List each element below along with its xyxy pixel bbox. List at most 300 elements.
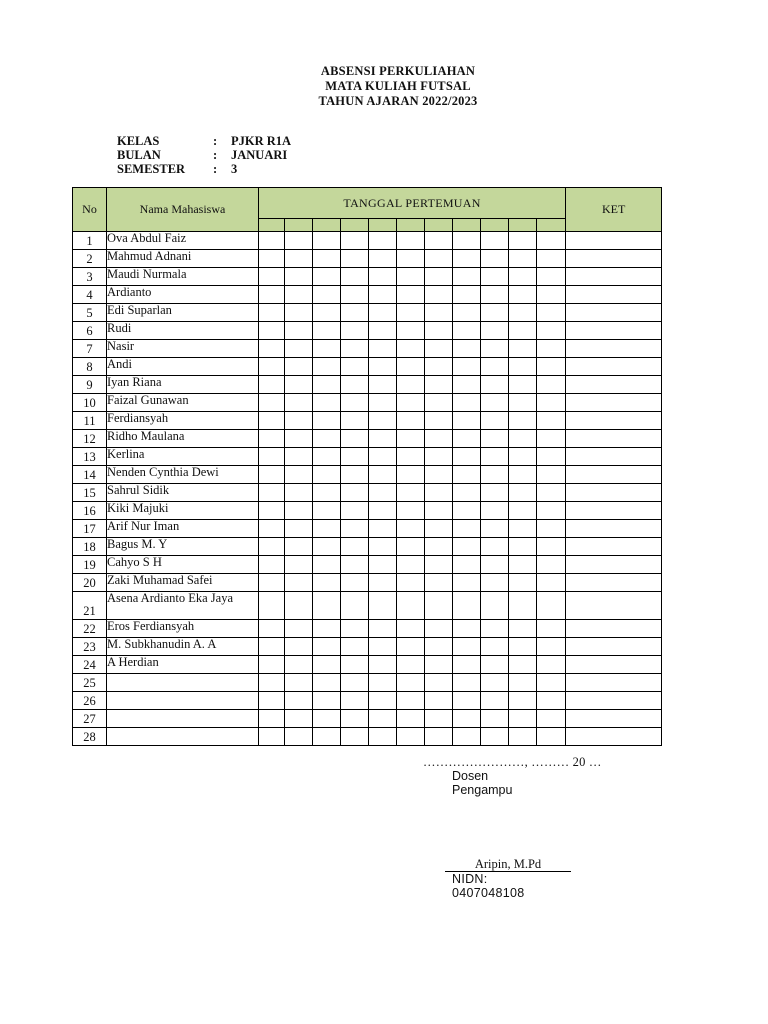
attendance-cell xyxy=(369,656,397,674)
attendance-cell xyxy=(425,268,453,286)
row-number: 24 xyxy=(73,656,107,674)
attendance-cell xyxy=(481,592,509,620)
attendance-cell xyxy=(341,430,369,448)
attendance-cell xyxy=(341,710,369,728)
attendance-cell xyxy=(537,304,566,322)
attendance-cell xyxy=(369,286,397,304)
attendance-cell xyxy=(481,674,509,692)
attendance-cell xyxy=(453,484,481,502)
ket-cell xyxy=(566,322,662,340)
attendance-cell xyxy=(509,520,537,538)
attendance-cell xyxy=(341,448,369,466)
attendance-cell xyxy=(425,674,453,692)
attendance-cell xyxy=(285,710,313,728)
attendance-cell xyxy=(453,412,481,430)
attendance-cell xyxy=(285,620,313,638)
attendance-cell xyxy=(509,574,537,592)
attendance-cell xyxy=(313,286,341,304)
attendance-cell xyxy=(537,620,566,638)
attendance-cell xyxy=(397,692,425,710)
date-col-header xyxy=(341,219,369,232)
student-name: Cahyo S H xyxy=(107,556,259,574)
attendance-cell xyxy=(537,502,566,520)
attendance-cell xyxy=(425,520,453,538)
attendance-cell xyxy=(259,620,285,638)
student-name xyxy=(107,692,259,710)
attendance-cell xyxy=(397,574,425,592)
table-row xyxy=(73,592,662,620)
attendance-cell xyxy=(425,322,453,340)
ket-cell xyxy=(566,394,662,412)
student-name: Bagus M. Y xyxy=(107,538,259,556)
attendance-cell xyxy=(453,304,481,322)
attendance-cell xyxy=(537,592,566,620)
student-name: Kiki Majuki xyxy=(107,502,259,520)
attendance-cell xyxy=(285,520,313,538)
attendance-cell xyxy=(369,376,397,394)
attendance-cell xyxy=(259,430,285,448)
attendance-cell xyxy=(341,376,369,394)
attendance-cell xyxy=(313,710,341,728)
signer-role: Dosen Pengampu xyxy=(452,769,513,797)
student-name: Mahmud Adnani xyxy=(107,250,259,268)
attendance-cell xyxy=(285,638,313,656)
attendance-cell xyxy=(453,340,481,358)
attendance-cell xyxy=(509,304,537,322)
attendance-cell xyxy=(397,466,425,484)
attendance-cell xyxy=(537,728,566,746)
attendance-cell xyxy=(425,556,453,574)
attendance-cell xyxy=(369,638,397,656)
attendance-cell xyxy=(397,538,425,556)
attendance-cell xyxy=(453,394,481,412)
attendance-cell xyxy=(285,304,313,322)
attendance-cell xyxy=(341,728,369,746)
student-name: Arif Nur Iman xyxy=(107,520,259,538)
attendance-cell xyxy=(425,250,453,268)
attendance-cell xyxy=(285,484,313,502)
attendance-cell xyxy=(285,448,313,466)
attendance-cell xyxy=(509,638,537,656)
row-number: 14 xyxy=(73,466,107,484)
student-name: Zaki Muhamad Safei xyxy=(107,574,259,592)
student-name: Kerlina xyxy=(107,448,259,466)
attendance-cell xyxy=(509,710,537,728)
row-number: 20 xyxy=(73,574,107,592)
ket-cell xyxy=(566,710,662,728)
ket-cell xyxy=(566,692,662,710)
attendance-cell xyxy=(341,692,369,710)
attendance-cell xyxy=(509,250,537,268)
attendance-cell xyxy=(369,448,397,466)
attendance-cell xyxy=(509,538,537,556)
attendance-cell xyxy=(341,394,369,412)
attendance-cell xyxy=(481,502,509,520)
student-name: Ova Abdul Faiz xyxy=(107,232,259,250)
attendance-cell xyxy=(453,692,481,710)
student-name: Edi Suparlan xyxy=(107,304,259,322)
attendance-cell xyxy=(341,340,369,358)
attendance-cell xyxy=(481,638,509,656)
attendance-cell xyxy=(425,728,453,746)
attendance-cell xyxy=(453,574,481,592)
attendance-cell xyxy=(481,430,509,448)
attendance-cell xyxy=(397,394,425,412)
attendance-cell xyxy=(313,556,341,574)
attendance-cell xyxy=(313,620,341,638)
attendance-cell xyxy=(259,466,285,484)
student-name: Nenden Cynthia Dewi xyxy=(107,466,259,484)
attendance-cell xyxy=(259,340,285,358)
table-row xyxy=(73,502,662,520)
attendance-cell xyxy=(259,692,285,710)
table-row xyxy=(73,286,662,304)
row-number: 10 xyxy=(73,394,107,412)
attendance-cell xyxy=(369,268,397,286)
attendance-cell xyxy=(509,656,537,674)
attendance-cell xyxy=(313,304,341,322)
attendance-cell xyxy=(537,466,566,484)
attendance-cell xyxy=(481,250,509,268)
date-col-header xyxy=(425,219,453,232)
attendance-cell xyxy=(481,710,509,728)
attendance-cell xyxy=(259,728,285,746)
row-number: 3 xyxy=(73,268,107,286)
attendance-cell xyxy=(509,448,537,466)
attendance-cell xyxy=(397,232,425,250)
date-col-header xyxy=(481,219,509,232)
attendance-cell xyxy=(397,484,425,502)
table-row xyxy=(73,466,662,484)
attendance-cell xyxy=(425,692,453,710)
attendance-cell xyxy=(341,484,369,502)
student-name: A Herdian xyxy=(107,656,259,674)
attendance-cell xyxy=(453,268,481,286)
attendance-cell xyxy=(259,322,285,340)
attendance-cell xyxy=(509,556,537,574)
attendance-cell xyxy=(537,710,566,728)
attendance-cell xyxy=(425,448,453,466)
attendance-cell xyxy=(397,376,425,394)
attendance-cell xyxy=(425,304,453,322)
attendance-cell xyxy=(453,538,481,556)
attendance-cell xyxy=(259,250,285,268)
attendance-cell xyxy=(259,574,285,592)
row-number: 27 xyxy=(73,710,107,728)
attendance-cell xyxy=(537,556,566,574)
ket-cell xyxy=(566,448,662,466)
attendance-cell xyxy=(537,674,566,692)
attendance-cell xyxy=(397,448,425,466)
row-number: 13 xyxy=(73,448,107,466)
student-name: Ardianto xyxy=(107,286,259,304)
header-no: No xyxy=(73,188,107,232)
student-name xyxy=(107,674,259,692)
attendance-cell xyxy=(453,232,481,250)
ket-cell xyxy=(566,430,662,448)
attendance-cell xyxy=(509,376,537,394)
attendance-cell xyxy=(481,466,509,484)
info-row-bulan xyxy=(117,148,291,162)
row-number: 25 xyxy=(73,674,107,692)
attendance-cell xyxy=(369,674,397,692)
row-number: 12 xyxy=(73,430,107,448)
attendance-cell xyxy=(425,376,453,394)
attendance-cell xyxy=(537,448,566,466)
attendance-cell xyxy=(285,358,313,376)
attendance-cell xyxy=(313,268,341,286)
row-number: 28 xyxy=(73,728,107,746)
row-number: 5 xyxy=(73,304,107,322)
date-col-header xyxy=(397,219,425,232)
date-col-header xyxy=(285,219,313,232)
attendance-cell xyxy=(369,340,397,358)
attendance-cell xyxy=(481,394,509,412)
attendance-cell xyxy=(481,340,509,358)
attendance-cell xyxy=(453,358,481,376)
student-name xyxy=(107,728,259,746)
row-number: 19 xyxy=(73,556,107,574)
attendance-cell xyxy=(313,340,341,358)
attendance-cell xyxy=(509,358,537,376)
attendance-cell xyxy=(481,538,509,556)
attendance-cell xyxy=(341,268,369,286)
attendance-cell xyxy=(341,250,369,268)
row-number: 22 xyxy=(73,620,107,638)
attendance-cell xyxy=(285,674,313,692)
attendance-cell xyxy=(397,520,425,538)
semester-label: SEMESTER xyxy=(117,162,186,176)
attendance-cell xyxy=(509,466,537,484)
attendance-cell xyxy=(313,728,341,746)
attendance-table xyxy=(72,187,662,746)
attendance-cell xyxy=(481,448,509,466)
ket-cell xyxy=(566,592,662,620)
attendance-cell xyxy=(313,638,341,656)
attendance-cell xyxy=(425,620,453,638)
attendance-cell xyxy=(341,656,369,674)
attendance-cell xyxy=(369,592,397,620)
attendance-cell xyxy=(481,322,509,340)
row-number: 23 xyxy=(73,638,107,656)
ket-cell xyxy=(566,250,662,268)
attendance-cell xyxy=(259,656,285,674)
attendance-cell xyxy=(369,232,397,250)
attendance-cell xyxy=(313,376,341,394)
title-line-2: MATA KULIAH FUTSAL xyxy=(325,79,471,93)
row-number: 16 xyxy=(73,502,107,520)
attendance-cell xyxy=(453,502,481,520)
attendance-cell xyxy=(259,268,285,286)
attendance-cell xyxy=(481,692,509,710)
attendance-cell xyxy=(453,638,481,656)
attendance-cell xyxy=(453,286,481,304)
attendance-cell xyxy=(537,692,566,710)
attendance-cell xyxy=(425,412,453,430)
attendance-cell xyxy=(537,286,566,304)
attendance-cell xyxy=(397,412,425,430)
attendance-cell xyxy=(369,304,397,322)
attendance-cell xyxy=(313,250,341,268)
ket-cell xyxy=(566,340,662,358)
attendance-cell xyxy=(341,304,369,322)
attendance-cell xyxy=(341,638,369,656)
attendance-cell xyxy=(313,692,341,710)
ket-cell xyxy=(566,556,662,574)
ket-cell xyxy=(566,358,662,376)
separator: : xyxy=(213,148,218,162)
ket-cell xyxy=(566,674,662,692)
student-name: Asena Ardianto Eka Jaya xyxy=(107,592,259,620)
attendance-cell xyxy=(397,322,425,340)
attendance-cell xyxy=(537,412,566,430)
attendance-cell xyxy=(453,674,481,692)
ket-cell xyxy=(566,304,662,322)
attendance-cell xyxy=(369,466,397,484)
attendance-cell xyxy=(341,502,369,520)
ket-cell xyxy=(566,412,662,430)
attendance-cell xyxy=(481,268,509,286)
student-name: Eros Ferdiansyah xyxy=(107,620,259,638)
attendance-cell xyxy=(509,322,537,340)
header-dates: TANGGAL PERTEMUAN xyxy=(259,188,566,219)
attendance-cell xyxy=(369,620,397,638)
semester-value: 3 xyxy=(231,162,238,176)
attendance-cell xyxy=(313,574,341,592)
attendance-cell xyxy=(285,376,313,394)
attendance-cell xyxy=(341,232,369,250)
attendance-cell xyxy=(537,268,566,286)
attendance-cell xyxy=(453,376,481,394)
table-row xyxy=(73,728,662,746)
attendance-cell xyxy=(509,268,537,286)
attendance-cell xyxy=(537,250,566,268)
table-row xyxy=(73,574,662,592)
table-row xyxy=(73,638,662,656)
attendance-cell xyxy=(481,556,509,574)
attendance-cell xyxy=(453,250,481,268)
attendance-cell xyxy=(341,592,369,620)
attendance-cell xyxy=(369,322,397,340)
attendance-cell xyxy=(397,502,425,520)
attendance-cell xyxy=(537,538,566,556)
attendance-cell xyxy=(481,376,509,394)
student-name: M. Subkhanudin A. A xyxy=(107,638,259,656)
table-row xyxy=(73,322,662,340)
attendance-cell xyxy=(537,340,566,358)
attendance-cell xyxy=(313,394,341,412)
class-info xyxy=(117,134,291,176)
attendance-cell xyxy=(369,250,397,268)
table-row xyxy=(73,268,662,286)
kelas-label: KELAS xyxy=(117,134,160,148)
attendance-cell xyxy=(537,574,566,592)
attendance-cell xyxy=(481,574,509,592)
attendance-cell xyxy=(425,430,453,448)
attendance-cell xyxy=(259,394,285,412)
place-date-line: ……………………, ……… 20 … xyxy=(423,755,602,769)
attendance-cell xyxy=(453,710,481,728)
attendance-cell xyxy=(259,358,285,376)
attendance-cell xyxy=(313,448,341,466)
attendance-cell xyxy=(369,692,397,710)
attendance-cell xyxy=(453,430,481,448)
attendance-cell xyxy=(341,466,369,484)
attendance-cell xyxy=(259,232,285,250)
attendance-cell xyxy=(285,574,313,592)
attendance-cell xyxy=(313,656,341,674)
attendance-cell xyxy=(369,412,397,430)
student-name: Faizal Gunawan xyxy=(107,394,259,412)
attendance-cell xyxy=(509,232,537,250)
student-name: Ridho Maulana xyxy=(107,430,259,448)
attendance-cell xyxy=(285,286,313,304)
attendance-cell xyxy=(285,232,313,250)
attendance-cell xyxy=(425,394,453,412)
attendance-cell xyxy=(285,538,313,556)
attendance-cell xyxy=(313,232,341,250)
attendance-cell xyxy=(537,322,566,340)
attendance-cell xyxy=(481,286,509,304)
attendance-cell xyxy=(397,638,425,656)
header-ket: KET xyxy=(566,188,662,232)
attendance-cell xyxy=(397,728,425,746)
attendance-rows xyxy=(73,232,662,746)
attendance-cell xyxy=(369,538,397,556)
row-number: 7 xyxy=(73,340,107,358)
ket-cell xyxy=(566,232,662,250)
attendance-cell xyxy=(285,656,313,674)
attendance-cell xyxy=(259,520,285,538)
attendance-cell xyxy=(285,556,313,574)
attendance-cell xyxy=(397,430,425,448)
attendance-cell xyxy=(285,394,313,412)
attendance-cell xyxy=(259,710,285,728)
student-name xyxy=(107,710,259,728)
attendance-cell xyxy=(481,656,509,674)
separator: : xyxy=(213,162,218,176)
row-number: 8 xyxy=(73,358,107,376)
student-name: Sahrul Sidik xyxy=(107,484,259,502)
attendance-cell xyxy=(509,620,537,638)
date-col-header xyxy=(259,219,285,232)
ket-cell xyxy=(566,574,662,592)
attendance-cell xyxy=(313,674,341,692)
attendance-cell xyxy=(369,728,397,746)
attendance-cell xyxy=(341,412,369,430)
attendance-cell xyxy=(341,520,369,538)
table-row xyxy=(73,250,662,268)
ket-cell xyxy=(566,620,662,638)
attendance-cell xyxy=(509,728,537,746)
attendance-cell xyxy=(425,574,453,592)
attendance-cell xyxy=(369,520,397,538)
ket-cell xyxy=(566,484,662,502)
attendance-cell xyxy=(397,340,425,358)
attendance-cell xyxy=(341,538,369,556)
attendance-cell xyxy=(397,286,425,304)
attendance-cell xyxy=(453,620,481,638)
student-name: Rudi xyxy=(107,322,259,340)
attendance-cell xyxy=(369,358,397,376)
date-col-header xyxy=(509,219,537,232)
attendance-cell xyxy=(259,502,285,520)
row-number: 2 xyxy=(73,250,107,268)
attendance-cell xyxy=(537,376,566,394)
title-line-3: TAHUN AJARAN 2022/2023 xyxy=(318,94,478,108)
signer-nidn: NIDN: 0407048108 xyxy=(452,872,525,900)
title-line-1: ABSENSI PERKULIAHAN xyxy=(320,64,476,78)
